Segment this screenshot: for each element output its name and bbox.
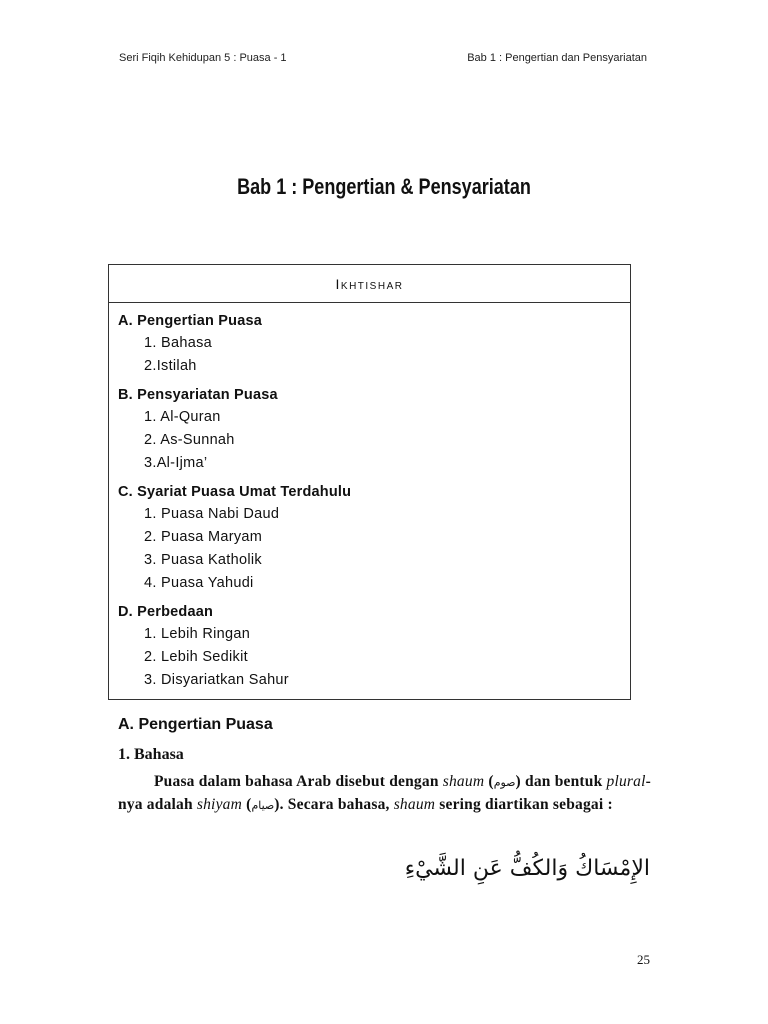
section-heading: A. Pengertian Puasa: [118, 716, 273, 733]
section-title: A. Pengertian Puasa: [118, 313, 263, 329]
term-shaum: shaum: [442, 773, 485, 790]
list-item: 1. Bahasa: [144, 335, 212, 351]
arabic-term: صيام: [251, 800, 275, 812]
text-run: . Secara bahasa,: [279, 796, 394, 813]
arabic-definition: الإِمْسَاكُ وَالكُفُّ عَنِ الشَّيْءِ: [404, 856, 650, 881]
section-title: B. Pensyariatan Puasa: [118, 387, 278, 403]
ikhtishar-list: [109, 303, 630, 692]
body-paragraph: Puasa dalam bahasa Arab disebut dengan shaum (صوم) dan bentuk plural-nya adalah shiyam (صيام). Secara bahasa, shaum sering diartikan sebagai :: [118, 773, 651, 813]
list-item: 2. Lebih Sedikit: [144, 649, 248, 665]
term-shaum: shaum: [393, 796, 436, 813]
ikhtishar-section: [118, 385, 630, 475]
text-run: -nya adalah: [118, 773, 651, 813]
list-item: 2. As-Sunnah: [144, 432, 235, 448]
ikhtishar-section: [118, 602, 630, 692]
list-item: 1. Al-Quran: [144, 409, 221, 425]
ikhtishar-section: [118, 482, 630, 595]
running-header-right: Bab 1 : Pengertian dan Pensyariatan: [467, 52, 647, 64]
list-item: 3. Puasa Katholik: [144, 552, 262, 568]
text-run: dan bentuk: [520, 773, 607, 790]
text-run: sering diartikan sebagai :: [435, 796, 613, 813]
section-title: C. Syariat Puasa Umat Terdahulu: [118, 484, 352, 500]
term-plural: plural: [606, 773, 646, 790]
ikhtishar-box: [108, 264, 631, 700]
ikhtishar-section: [118, 311, 630, 378]
page-number: 25: [637, 952, 650, 967]
list-item: 1. Lebih Ringan: [144, 626, 251, 642]
list-item: 2. Puasa Maryam: [144, 529, 263, 545]
list-item: 2.Istilah: [144, 358, 197, 374]
list-item: 4. Puasa Yahudi: [144, 575, 254, 591]
term-shiyam: shiyam: [196, 796, 242, 813]
running-header-left: Seri Fiqih Kehidupan 5 : Puasa - 1: [119, 52, 287, 64]
chapter-title: Bab 1 : Pengertian & Pensyariatan: [237, 174, 531, 199]
list-item: 3.Al-Ijma’: [144, 455, 208, 471]
list-item: 1. Puasa Nabi Daud: [144, 506, 280, 522]
text-run: Puasa dalam bahasa Arab disebut dengan: [154, 773, 443, 790]
list-item: 3. Disyariatkan Sahur: [144, 672, 289, 688]
sub-heading: 1. Bahasa: [118, 746, 184, 763]
section-title: D. Perbedaan: [118, 604, 214, 620]
arabic-term: صوم: [493, 777, 516, 789]
ikhtishar-heading: Ikhtishar: [109, 265, 630, 303]
